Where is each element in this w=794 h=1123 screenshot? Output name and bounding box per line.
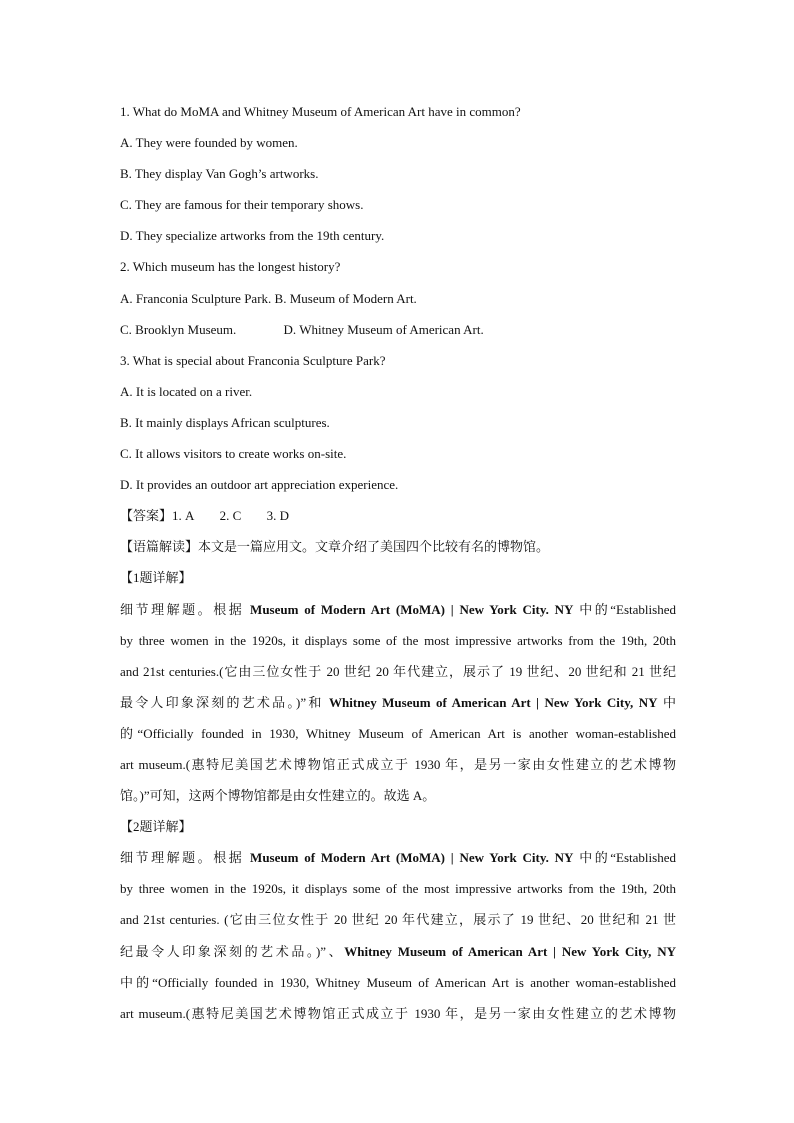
answer-2: 2. C xyxy=(219,508,242,524)
detail-2-line-4: 纪最令人印象深刻的艺术品。)”、Whitney Museum of American Art | New York City, NY xyxy=(120,943,676,959)
detail-2-heading: 【2题详解】 xyxy=(120,819,192,835)
question-1: 1. What do MoMA and Whitney Museum of American Art have in common? xyxy=(120,104,521,119)
question-2-options-ab xyxy=(120,288,676,319)
question-3-option-d: D. It provides an outdoor art appreciation experience. xyxy=(120,477,399,493)
reading-text: 本文是一篇应用文。文章介绍了美国四个比较有名的博物馆。 xyxy=(198,539,550,555)
detail-2-line-2: by three women in the 1920s, it displays some of the most impressive artworks from the 19th, 20th xyxy=(120,881,676,897)
question-1-option-a: A. They were founded by women. xyxy=(120,135,298,151)
detail-1-line-6: art museum.(惠特尼美国艺术博物馆正式成立于 1930 年，是另一家由女性建立的艺术博物 xyxy=(120,756,676,772)
question-3-option-b: B. It mainly displays African sculptures. xyxy=(120,414,330,430)
answer-label: 【答案】 xyxy=(120,508,173,524)
detail-1-heading: 【1题详解】 xyxy=(120,570,192,586)
question-3-option-c: C. It allows visitors to create works on-site. xyxy=(120,446,347,462)
detail-2-line-6: art museum.(惠特尼美国艺术博物馆正式成立于 1930 年，是另一家由女性建立的艺术博物 xyxy=(120,1005,676,1021)
reading-label: 【语篇解读】 xyxy=(120,539,199,555)
detail-1-line-7: 馆。)”可知，这两个博物馆都是由女性建立的。故选 A。 xyxy=(120,788,436,804)
answer-line xyxy=(120,505,676,536)
question-2-option-c: C. Brooklyn Museum. xyxy=(120,321,237,337)
question-2-options-cd xyxy=(120,319,676,350)
reading-line xyxy=(120,536,676,567)
question-3: 3. What is special about Franconia Sculpture Park? xyxy=(120,352,386,368)
detail-1-source-moma: Museum of Modern Art (MoMA) | New York City. NY xyxy=(250,601,574,617)
question-1-option-c: C. They are famous for their temporary shows. xyxy=(120,197,364,213)
detail-1-line-4: 最令人印象深刻的艺术品。)”和 Whitney Museum of American Art | New York City, NY 中 xyxy=(120,694,676,710)
question-2-option-a: A. Franconia Sculpture Park. xyxy=(120,290,272,306)
question-2-option-b: B. Museum of Modern Art. xyxy=(274,290,417,306)
question-2: 2. Which museum has the longest history? xyxy=(120,259,341,275)
detail-2-line-5: 中的“Officially founded in 1930, Whitney Museum of American Art is another woman-established xyxy=(120,974,676,990)
question-3-option-a: A. It is located on a river. xyxy=(120,383,253,399)
detail-2-line-3: and 21st centuries. (它由三位女性于 20 世纪 20 年代建立，展示了 19 世纪、20 世纪和 21 世 xyxy=(120,912,676,928)
detail-2-line-1: 细节理解题。根据 Museum of Modern Art (MoMA) | New York City. NY 中的“Established xyxy=(120,850,676,866)
detail-1-line-2: by three women in the 1920s, it displays some of the most impressive artworks from the 19th, 20th xyxy=(120,632,676,648)
detail-1-line-5: 的“Officially founded in 1930, Whitney Museum of American Art is another woman-established xyxy=(120,725,676,741)
detail-1-source-whitney: Whitney Museum of American Art | New York City, NY xyxy=(329,694,658,710)
answer-1: 1. A xyxy=(172,508,195,524)
question-2-option-d: D. Whitney Museum of American Art. xyxy=(283,321,484,337)
document-page xyxy=(120,101,676,1034)
detail-1-line-3: and 21st centuries.(它由三位女性于 20 世纪 20 年代建立，展示了 19 世纪、20 世纪和 21 世纪 xyxy=(120,663,676,679)
detail-2-source-moma: Museum of Modern Art (MoMA) | New York City. NY xyxy=(250,850,574,866)
detail-1-line-1: 细节理解题。根据 Museum of Modern Art (MoMA) | New York City. NY 中的“Established xyxy=(120,601,676,617)
question-1-option-d: D. They specialize artworks from the 19th century. xyxy=(120,228,385,244)
question-1-option-b: B. They display Van Gogh’s artworks. xyxy=(120,166,319,182)
answer-3: 3. D xyxy=(266,508,289,524)
detail-2-source-whitney: Whitney Museum of American Art | New York City, NY xyxy=(344,943,676,959)
